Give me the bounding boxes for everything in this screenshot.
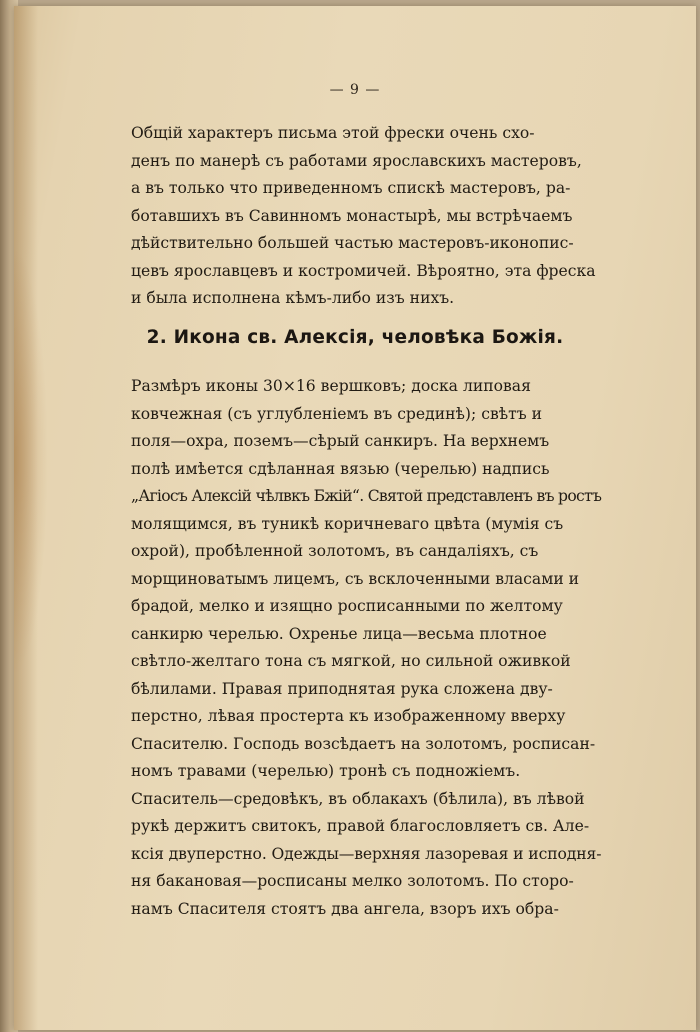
page-stain (14, 246, 48, 676)
text-line: ксія двуперстно. Одежды—верхняя лазоревая и исподня- (131, 844, 602, 863)
paragraph-icon-description (131, 373, 601, 923)
text-line: охрой), пробѣленной золотомъ, въ сандаліяхъ, съ (131, 542, 539, 560)
text-line: и была исполнена кѣмъ-либо изъ нихъ. (131, 289, 455, 307)
text-line: Размѣръ иконы 30×16 вершковъ; доска липовая (131, 377, 531, 395)
text-line: дѣйствительно большей частью мастеровъ-иконопис- (131, 234, 574, 252)
section-heading: 2. Икона св. Алексія, человѣка Божія. (146, 327, 564, 348)
text-line: морщиноватымъ лицемъ, съ всклоченными власами и (131, 569, 580, 588)
text-line: рукѣ держитъ свитокъ, правой благословляетъ св. Але- (131, 817, 590, 835)
text-line: ня бакановая—росписаны мелко золотомъ. По сторо- (131, 872, 574, 890)
text-line: цевъ ярославцевъ и костромичей. Вѣроятно, эта фреска (131, 261, 596, 280)
text-line: а въ только что приведенномъ спискѣ мастеровъ, ра- (131, 179, 571, 197)
text-line: Спасителю. Господь возсѣдаетъ на золотомъ, росписан- (131, 734, 596, 753)
text-line: денъ по манерѣ съ работами ярославскихъ мастеровъ, (131, 151, 582, 170)
text-line: ковчежная (съ углубленіемъ въ срединѣ); свѣтъ и (131, 404, 543, 423)
text-line: брадой, мелко и изящно росписанными по желтому (131, 597, 563, 615)
page-number: — 9 — (329, 82, 381, 98)
text-line: „Агіосъ Алексій чѣлвкъ Бжій“. Святой представленъ въ ростъ (131, 487, 602, 505)
text-line: Общій характеръ письма этой фрески очень схо- (131, 124, 535, 142)
text-line: свѣтло-желтаго тона съ мягкой, но сильной оживкой (131, 652, 571, 670)
text-line: Спаситель—средовѣкъ, въ облакахъ (бѣлила), въ лѣвой (131, 789, 585, 808)
text-line: молящимся, въ туникѣ коричневаго цвѣта (мумія съ (131, 514, 564, 533)
text-line: номъ травами (черелью) тронѣ съ подножіемъ. (131, 762, 521, 780)
paragraph-intro (131, 120, 601, 313)
text-line: санкирю черелью. Охренье лица—весьма плотное (131, 624, 547, 643)
book-page (14, 6, 696, 1030)
text-line: полѣ имѣется сдѣланная вязью (черелью) надпись (131, 459, 550, 478)
text-line: ботавшихъ въ Савинномъ монастырѣ, мы встрѣчаемъ (131, 206, 573, 225)
text-line: бѣлилами. Правая приподнятая рука сложена дву- (131, 679, 553, 698)
text-line: поля—охра, поземъ—сѣрый санкиръ. На верхнемъ (131, 432, 550, 450)
text-line: перстно, лѣвая простерта къ изображенному вверху (131, 707, 566, 725)
text-line: намъ Спасителя стоятъ два ангела, взоръ ихъ обра- (131, 899, 559, 918)
